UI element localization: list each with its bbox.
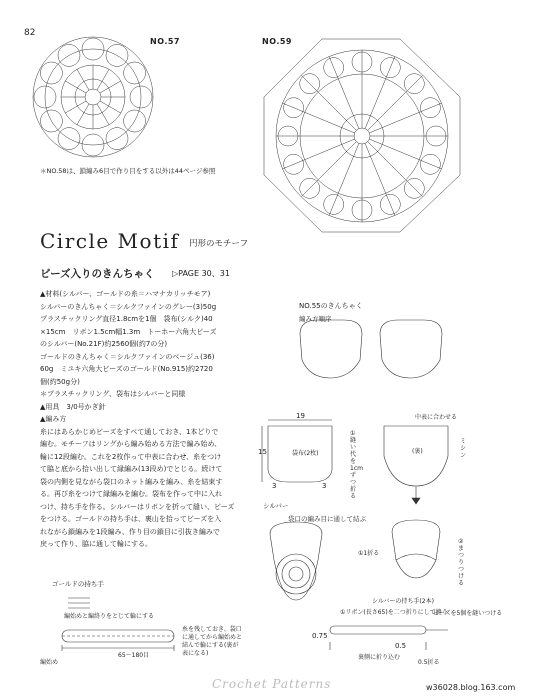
ribbon-note: ①リボン(長さ65)を二つ折りにして縫う (340, 609, 448, 616)
instructions-text (40, 288, 264, 551)
pouch-title: ビーズ入りのきんちゃく (40, 268, 155, 280)
gold-handle-caption: ゴールドの持ち手 (52, 580, 104, 588)
instruction-line: ▲用具 3/0号かぎ針 (40, 402, 106, 411)
hem-note: ②まつりつける (458, 538, 465, 587)
instruction-line: プラスチックリング直径1.8cmを1個 袋布(シルク)40 (40, 315, 213, 323)
instruction-line: シルバーのきんちゃく＝シルクファインのグレー(3)50g (40, 302, 217, 311)
pouch-cloth-label: 袋布(2枚) (292, 450, 319, 457)
gold-handle-note-1: 編始めと編終りをとじて輪にする (64, 613, 155, 620)
motif-58-note: ＊NO.58は、鎖編み6目で作り目をする以外は44ページ参照 (40, 167, 216, 175)
instruction-line: 戻って作り、脇に通して輪にする。 (40, 540, 152, 548)
instruction-line: ▲編み方 (40, 415, 67, 423)
instruction-line: 編む。モチーフはリングから編み始める方法で編み始め、 (40, 440, 222, 448)
silver-label: シルバー (263, 502, 289, 510)
bead-note: ビーズを5個を縫いつける (433, 610, 503, 617)
instruction-line: ×15cm リボン1.5cm幅1.3m トーホー六角大ビーズ (40, 327, 217, 336)
sewing-note: ミシン (460, 438, 467, 459)
dim-05: 0.5 (395, 642, 407, 650)
dim-3-right: 3 (322, 482, 327, 490)
ribbon-title: シルバーの持ち手(2本) (372, 598, 434, 605)
instruction-line: 糸にはあらかじめビーズをすべて通しておき、1本どりで (40, 427, 219, 436)
page-reference: ▷PAGE 30、31 (172, 269, 230, 278)
dim-075: 0.75 (312, 632, 328, 640)
instruction-line: つけ、持ち手を作る。シルバーはリボンを折って縫い、ビーズ (40, 502, 235, 511)
blog-url: w36028.blog.163.com (426, 683, 516, 692)
instruction-line: る。再び糸をつけて縁編みを編む。袋布を作って中に入れ (40, 490, 222, 498)
dim-width: 19 (296, 412, 305, 420)
gold-handle-start: 編始め (40, 659, 59, 666)
motif-57-diagram (33, 37, 153, 157)
tuck-note: 裏側に折り込む (358, 654, 401, 661)
dim-height: 15 (258, 448, 267, 456)
instruction-line: ゴールドのきんちゃく＝シルクファインのベージュ(36) (40, 352, 215, 361)
motif-59-label: NO.59 (262, 37, 292, 46)
instruction-line: 輪に12段編む。これを2枚作って中表に合わせ、糸をつけ (40, 452, 222, 461)
gold-handle-length: 65～180目 (118, 652, 150, 659)
instruction-line: て脇と底から拾い出して縁編み(13段め)でとじる。続けて (40, 465, 223, 473)
page-number: 82 (24, 28, 36, 38)
instruction-line: をつける。ゴールドの持ち手は、裏山を拾ってビーズを入 (40, 515, 222, 523)
instruction-line: ＊プラスチックリング、袋布はシルバーと同様 (40, 390, 186, 398)
net-note: 袋口の編み目に通して結ぶ (288, 515, 366, 523)
gold-handle-diagram (62, 598, 174, 651)
instruction-line: ▲材料(シルバー、ゴールドの糸＝ハマナカリッチモア) (40, 290, 211, 298)
inner-note: (裏) (412, 448, 423, 455)
footer-brand: Crochet Patterns (212, 677, 332, 691)
dim-3-left: 3 (272, 482, 277, 490)
diagram-order: 編み方順序 (299, 315, 332, 323)
motif-57-label: NO.57 (150, 37, 180, 46)
center-note: 中表に合わせる (415, 414, 458, 421)
instruction-line: 個(約50g分) (40, 377, 80, 386)
gold-handle-note-2: 糸を残しておき、袋口に通してから編始めと結んで輪にする(裏が表になる) (182, 626, 243, 657)
instruction-line: れながら鎖編みを1段編み、作り目の鎖目に引抜き編みで (40, 527, 220, 536)
diagram-title: NO.55のきんちゃく (299, 302, 363, 310)
instruction-line: 袋の内側を見ながら袋口のネット編みを編み、糸を結束す (40, 477, 223, 486)
section-title: Circle Motif (40, 229, 180, 253)
instruction-line: 60g ミユキ六角大ビーズのゴールド(No.915)約2720 (40, 365, 213, 373)
instruction-line: のシルバー(No.21F)約2560個(約7の分) (40, 340, 168, 348)
fold-note: ①縫い代を1cmずつ折る (350, 430, 363, 500)
section-subtitle: 円形のモチーフ (189, 239, 249, 249)
fold-05-note: 0.5折る (418, 659, 440, 666)
fold-1-note: ①1折る (358, 550, 380, 557)
motif-59-diagram (264, 39, 460, 232)
